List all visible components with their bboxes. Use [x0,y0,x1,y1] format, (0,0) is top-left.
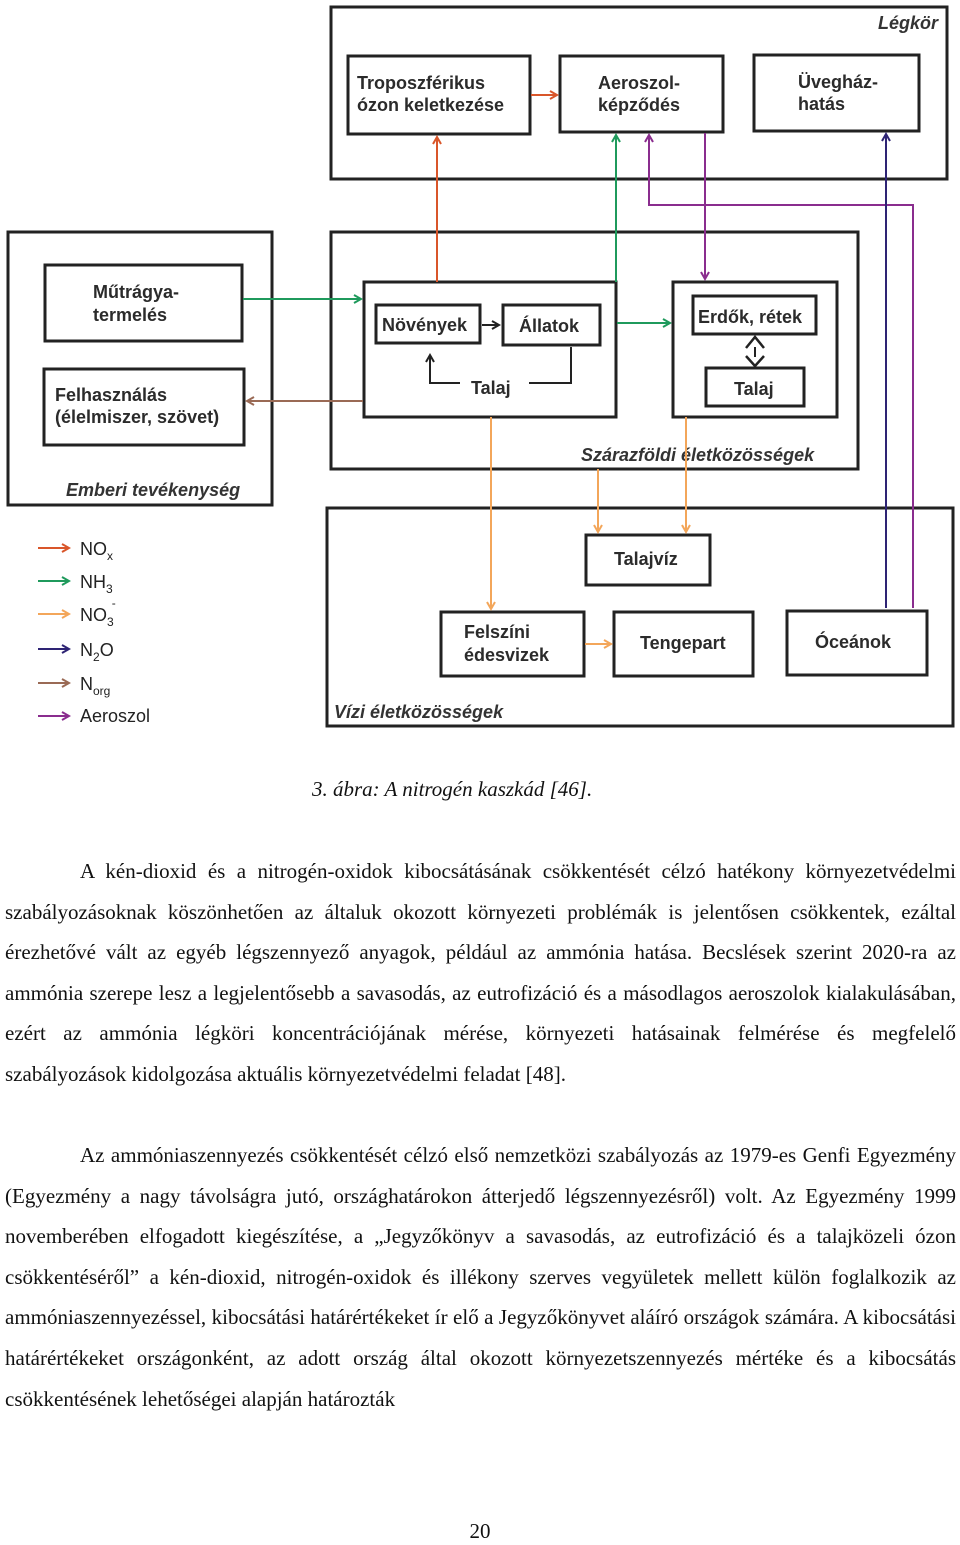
legend-label-aerosol: Aeroszol [80,706,151,726]
soil-left-label: Talaj [471,378,511,398]
body-paragraph-1: A kén-dioxid és a nitrogén-oxidok kibocsátásának csökkentését célzó hatékony környezetvédelmi szabályozásoknak köszönhetően az általuk okozott környezeti problémák is jelentősen csökkentek, ezáltal érezhetővé vált az egyéb légszennyező anyagok, például az ammónia hatása. Becslések szerint 2020-ra az ammónia szerepe lesz a legjelentősebb a savasodás, az eutrofizáció és a másodlagos aeroszolok kialakulásában, ezért az ammónia légköri koncentrációjának mérése, környezeti hatásainak felmérése és megfelelő szabályozások kidolgozása aktuális környezetvédelmi feladat [48]. [5,859,956,1086]
fertilizer-label-2: termelés [93,305,168,325]
human-activity-label: Emberi tevékenység [66,480,241,500]
tropospheric-ozone-label-2: ózon keletkezése [357,95,505,115]
legend-label-nox: $NO_x$ [80,539,113,563]
surface-water-label-1: Felszíni [464,622,531,642]
aerosol-formation-label-1: Aeroszol- [598,73,681,93]
terrestrial-label: Szárazföldi életközösségek [581,445,815,465]
legend-label-n2o: $N_2O$ [80,640,114,664]
fertilizer-box [45,265,242,341]
body-paragraph-2: Az ammóniaszennyezés csökkentését célzó első nemzetközi szabályozás az 1979-es Genfi Egyezmény (Egyezmény a nagy távolságra jutó, országhatárokon átterjedő légszennyezésről) volt. Az Egyezmény 1999 novemberében elfogadott kiegészítése, a „Jegyzőkönyv a savasodás, az eutrofizáció és a talajközeli ózon csökkentéséről” a kén-dioxid, nitrogén-oxidok és illékony szerves vegyületek mellett külön foglalkozik az ammóniaszennyezéssel, kibocsátási határértékeket ír elő a Jegyzőkönyvet aláíró országok számára. A kibocsátási határértékeket országonként, az adott ország által okozott környezetszennyezés mértéke és a kibocsátás csökkentésének lehetőségei alapján határozták [5,1143,956,1411]
legend-label-norg: $N_{org}$ [80,674,111,698]
animals-label: Állatok [519,316,580,336]
legend [38,539,150,726]
oceans-label: Óceánok [815,632,892,652]
greenhouse-effect-box [754,55,919,131]
nitrogen-cascade-diagram [0,0,960,760]
tropospheric-ozone-label-1: Troposzférikus [357,73,486,93]
aerosol-formation-box [560,56,723,132]
consumption-label-2: (élelmiszer, szövet) [55,407,220,427]
legend-label-nh3: $NH_3$ [80,572,113,596]
figure-caption: 3. ábra: A nitrogén kaszkád [46]. [312,777,593,801]
atmosphere-label: Légkör [877,13,938,33]
groundwater-label: Talajvíz [614,549,678,569]
page-number: 20 [469,1519,491,1543]
consumption-label-1: Felhasználás [55,385,168,405]
plants-label: Növények [382,315,468,335]
greenhouse-effect-label-2: hatás [798,94,846,114]
greenhouse-effect-label-1: Üvegház- [798,72,879,92]
body-paragraph-2-container [5,1135,956,1419]
soil-right-label: Talaj [734,379,774,399]
legend-label-no3: $NO_3-$ [80,596,116,629]
aerosol-formation-label-2: képződés [598,95,681,115]
body-paragraph-1-container [5,851,956,1095]
forests-label: Erdők, rétek [698,307,803,327]
surface-water-label-2: édesvizek [464,645,550,665]
fertilizer-label-1: Műtrágya- [93,282,180,302]
aquatic-label: Vízi életközösségek [334,702,504,722]
coast-label: Tengepart [640,633,726,653]
